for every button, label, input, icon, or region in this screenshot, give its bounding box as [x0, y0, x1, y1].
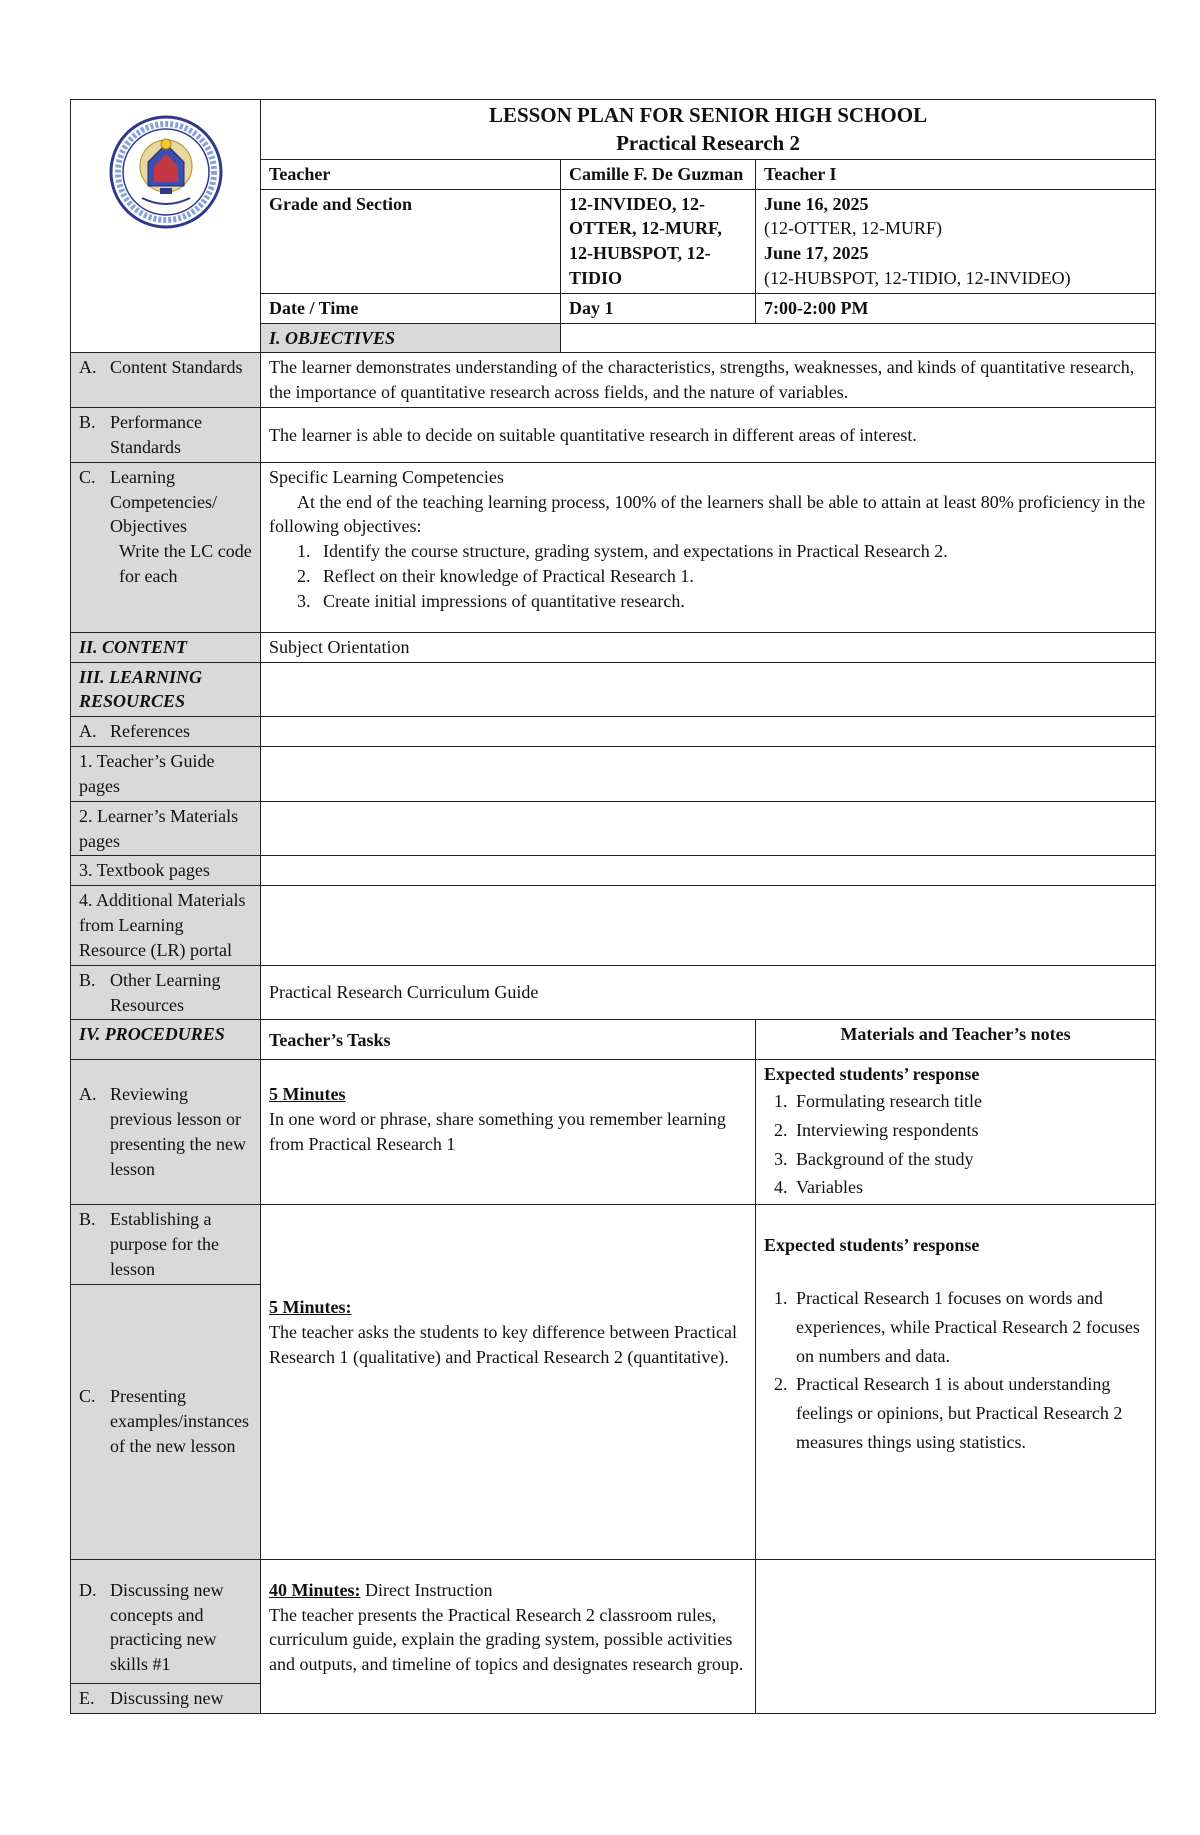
teachers-guide-value	[261, 747, 1156, 802]
date1-sections: (12-OTTER, 12-MURF)	[764, 218, 942, 239]
learners-materials-value	[261, 801, 1156, 856]
competencies-heading: Specific Learning Competencies	[269, 466, 504, 487]
teacher-position: Teacher I	[756, 159, 1156, 189]
resources-section-title: III. LEARNING RESOURCES	[71, 662, 261, 717]
date2-sections: (12-HUBSPOT, 12-TIDIO, 12-INVIDEO)	[764, 268, 1071, 288]
grade-section-label: Grade and Section	[261, 189, 561, 293]
step-a-label	[71, 1060, 261, 1205]
teachers-notes-header: Materials and Teacher’s notes	[756, 1020, 1156, 1060]
step-d-time: 40 Minutes:	[269, 1579, 361, 1600]
additional-materials-label: 4. Additional Materials from Learning Resource (LR) portal	[71, 886, 261, 965]
subject-title: Practical Research 2	[616, 131, 800, 156]
lesson-plan-document	[70, 99, 1155, 1714]
step-a-letter: A.	[79, 1084, 97, 1105]
other-resources-label	[71, 965, 261, 1020]
step-e-letter: E.	[79, 1688, 95, 1708]
date1: June 16, 2025	[764, 193, 869, 214]
step-d-notes	[756, 1559, 1156, 1713]
other-resources-letter: B.	[79, 969, 96, 990]
step-bc-notes	[756, 1205, 1156, 1559]
lesson-plan-table	[70, 99, 1156, 1714]
step-a-expected-list	[764, 1087, 1147, 1202]
deped-seal-icon	[108, 114, 224, 230]
step-a-text: In one word or phrase, share something you remember learning from Practical Research 1	[269, 1109, 726, 1154]
content-standards-text: The learner demonstrates understanding of the characteristics, strengths, weaknesses, and kinds of quantitative research, the importance of quantitative research across fields, and the nature of variables.	[261, 353, 1156, 408]
step-bc-time: 5 Minutes:	[269, 1297, 352, 1318]
step-d-text: The teacher presents the Practical Research 2 classroom rules, curriculum guide, explain the grading system, possible activities and outputs, and timeline of topics and designates research group.	[269, 1604, 744, 1675]
references-label-text: References	[110, 721, 190, 742]
teachers-tasks-header: Teacher’s Tasks	[261, 1020, 756, 1060]
objective-item: 1. Identify the course structure, grading system, and expectations in Practical Research 2.	[315, 539, 1147, 564]
step-b-label	[71, 1205, 261, 1284]
step-a-tasks	[261, 1060, 756, 1205]
learning-competencies-label	[71, 462, 261, 632]
performance-standards-label-text: Performance Standards	[110, 412, 202, 457]
step-bc-expected-list	[764, 1284, 1147, 1457]
learning-competencies-label-text: Learning Competencies/ Objectives	[110, 466, 217, 537]
sections-value: 12-INVIDEO, 12-OTTER, 12-MURF, 12-HUBSPOT, 12-TIDIO	[561, 189, 756, 293]
expected-response-item: 1. Formulating research title	[792, 1087, 1147, 1116]
expected-response-item: 1. Practical Research 1 focuses on words and experiences, while Practical Research 2 focuses on numbers and data.	[792, 1284, 1147, 1370]
step-b-letter: B.	[79, 1209, 96, 1230]
teacher-label: Teacher	[261, 159, 561, 189]
learning-competencies-content	[261, 462, 1156, 632]
procedures-section-title: IV. PROCEDURES	[71, 1020, 261, 1060]
step-d-label-text: Discussing new concepts and practicing new skills #1	[110, 1579, 224, 1675]
objective-item: 3. Create initial impressions of quantitative research.	[315, 589, 1147, 614]
references-empty-cell	[261, 717, 1156, 747]
references-letter: A.	[79, 721, 97, 742]
step-bc-expected-title: Expected students’ response	[764, 1235, 980, 1256]
lc-code-note: Write the LC code for each	[119, 541, 252, 587]
expected-response-item: 2. Practical Research 1 is about understanding feelings or opinions, but Practical Research 2 measures things using statistics.	[792, 1370, 1147, 1456]
datetime-label: Date / Time	[261, 293, 561, 323]
other-resources-label-text: Other Learning Resources	[110, 969, 221, 1015]
step-d-label	[71, 1559, 261, 1683]
performance-standards-label	[71, 408, 261, 463]
content-standards-letter: A.	[79, 357, 97, 378]
step-e-label-text: Discussing new	[110, 1688, 224, 1708]
expected-response-item: 4. Variables	[792, 1173, 1147, 1202]
step-b-label-text: Establishing a purpose for the lesson	[110, 1209, 219, 1279]
resources-empty-cell	[261, 662, 1156, 717]
content-standards-label-text: Content Standards	[110, 357, 243, 378]
content-section-title: II. CONTENT	[71, 632, 261, 662]
textbook-label: 3. Textbook pages	[71, 856, 261, 886]
performance-standards-letter: B.	[79, 412, 96, 433]
expected-response-item: 3. Background of the study	[792, 1145, 1147, 1174]
objectives-section-title: I. OBJECTIVES	[261, 323, 561, 353]
expected-response-item: 2. Interviewing respondents	[792, 1116, 1147, 1145]
lesson-plan-title-cell	[261, 100, 1156, 160]
performance-standards-text: The learner is able to decide on suitable quantitative research in different areas of interest.	[261, 408, 1156, 463]
step-d-tasks	[261, 1559, 756, 1713]
references-label	[71, 717, 261, 747]
other-resources-text: Practical Research Curriculum Guide	[261, 965, 1156, 1020]
additional-materials-value	[261, 886, 1156, 965]
learners-materials-label: 2. Learner’s Materials pages	[71, 801, 261, 856]
time-value: 7:00-2:00 PM	[756, 293, 1156, 323]
deped-seal-cell	[71, 100, 261, 353]
step-d-letter: D.	[79, 1579, 97, 1600]
step-d-mode: Direct Instruction	[365, 1579, 493, 1600]
content-standards-label	[71, 353, 261, 408]
step-a-label-text: Reviewing previous lesson or presenting the new lesson	[110, 1084, 246, 1179]
learning-competencies-letter: C.	[79, 466, 96, 487]
day-value: Day 1	[561, 293, 756, 323]
step-c-label	[71, 1284, 261, 1559]
step-bc-text: The teacher asks the students to key difference between Practical Research 1 (qualitative) and Practical Research 2 (quantitative).	[269, 1322, 737, 1367]
objectives-list	[269, 539, 1147, 613]
step-c-letter: C.	[79, 1386, 96, 1407]
step-bc-tasks	[261, 1205, 756, 1559]
objectives-empty-cell	[561, 323, 1156, 353]
step-a-expected-title: Expected students’ response	[764, 1064, 980, 1085]
step-a-notes	[756, 1060, 1156, 1205]
step-a-time: 5 Minutes	[269, 1084, 346, 1105]
date2: June 17, 2025	[764, 243, 869, 264]
competencies-intro: At the end of the teaching learning process, 100% of the learners shall be able to attain at least 80% proficiency in the following objectives:	[269, 491, 1146, 537]
content-text: Subject Orientation	[261, 632, 1156, 662]
textbook-value	[261, 856, 1156, 886]
lesson-plan-title: LESSON PLAN FOR SENIOR HIGH SCHOOL	[488, 103, 928, 127]
teacher-name: Camille F. De Guzman	[561, 159, 756, 189]
step-c-label-text: Presenting examples/instances of the new lesson	[110, 1386, 249, 1457]
step-e-label	[71, 1684, 261, 1714]
teachers-guide-label: 1. Teacher’s Guide pages	[71, 747, 261, 802]
schedule-dates	[756, 189, 1156, 293]
objective-item: 2. Reflect on their knowledge of Practical Research 1.	[315, 564, 1147, 589]
